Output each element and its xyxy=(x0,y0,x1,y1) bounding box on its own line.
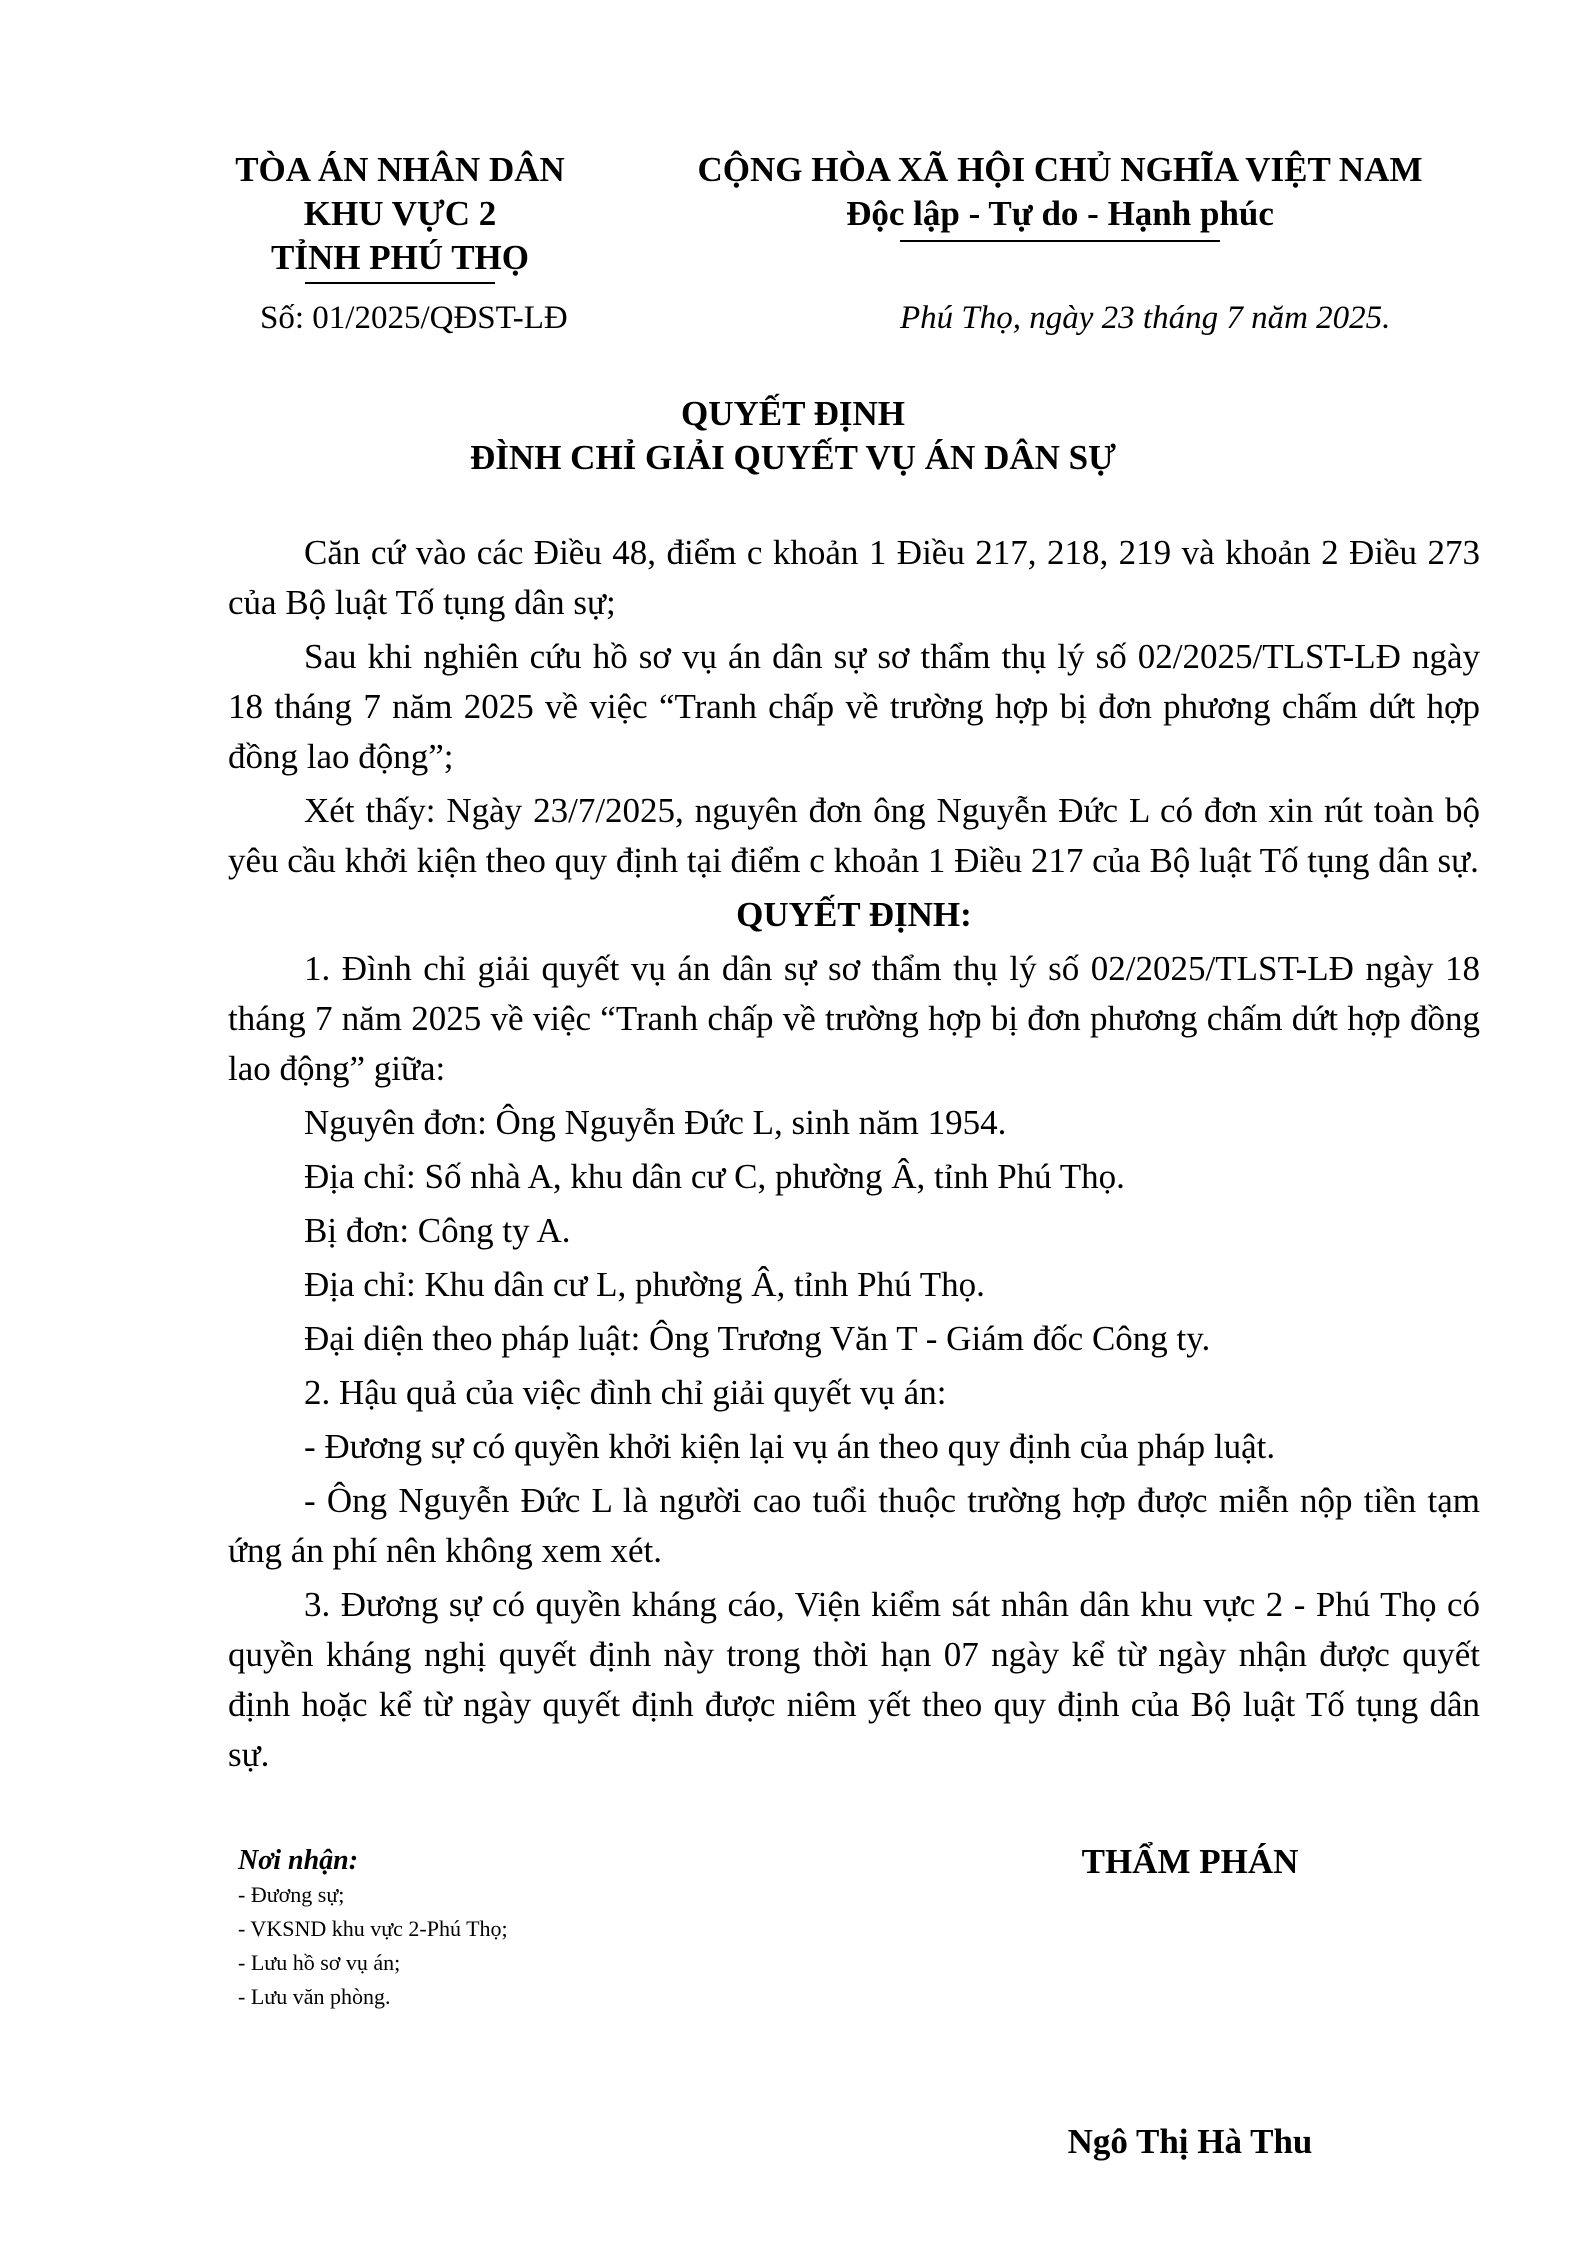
recipient-item: - Đương sự; xyxy=(238,1882,345,1907)
nation-header xyxy=(650,148,1470,242)
signer-name: Ngô Thị Hà Thu xyxy=(1067,2122,1313,2161)
recipient-item: - Lưu văn phòng. xyxy=(238,1984,391,2009)
preamble-paragraph: Căn cứ vào các Điều 48, điểm c khoản 1 Điều 217, 218, 219 và khoản 2 Điều 273 của Bộ luật Tố tụng dân sự; xyxy=(228,533,1480,622)
decision-paragraph: Nguyên đơn: Ông Nguyễn Đức L, sinh năm 1954. xyxy=(304,1103,1007,1142)
recipients-heading: Nơi nhận: xyxy=(238,1845,359,1876)
court-name-line: TÒA ÁN NHÂN DÂN xyxy=(235,150,565,189)
title-line-1: QUYẾT ĐỊNH xyxy=(681,394,905,433)
recipient-item: - VKSND khu vực 2-Phú Thọ; xyxy=(238,1916,508,1941)
document-body xyxy=(228,528,1480,1784)
document-date: Phú Thọ, ngày 23 tháng 7 năm 2025. xyxy=(900,300,1391,336)
decision-paragraph: - Ông Nguyễn Đức L là người cao tuổi thuộc trường hợp được miễn nộp tiền tạm ứng án phí nên không xem xét. xyxy=(228,1481,1480,1570)
decision-paragraph: Địa chỉ: Khu dân cư L, phường Â, tỉnh Phú Thọ. xyxy=(304,1265,985,1304)
title-line-2: ĐÌNH CHỈ GIẢI QUYẾT VỤ ÁN DÂN SỰ xyxy=(470,438,1116,477)
document-number: Số: 01/2025/QĐST-LĐ xyxy=(260,300,568,336)
decision-paragraph: Đại diện theo pháp luật: Ông Trương Văn T - Giám đốc Công ty. xyxy=(304,1319,1211,1358)
document-title xyxy=(0,392,1586,480)
decision-paragraph: 2. Hậu quả của việc đình chỉ giải quyết vụ án: xyxy=(304,1373,947,1412)
court-province-line: TỈNH PHÚ THỌ xyxy=(270,238,529,277)
decision-paragraph: - Đương sự có quyền khởi kiện lại vụ án theo quy định của pháp luật. xyxy=(304,1427,1276,1466)
court-region-line: KHU VỰC 2 xyxy=(303,194,497,233)
recipients-block xyxy=(238,1844,838,2014)
motto-line: Độc lập - Tự do - Hạnh phúc xyxy=(846,194,1274,233)
preamble-paragraph: Xét thấy: Ngày 23/7/2025, nguyên đơn ông Nguyễn Đức L có đơn xin rút toàn bộ yêu cầu khởi kiện theo quy định tại điểm c khoản 1 Điều 217 của Bộ luật Tố tụng dân sự. xyxy=(228,791,1480,880)
signer-title: THẨM PHÁN xyxy=(1081,1842,1299,1881)
decision-paragraph: Địa chỉ: Số nhà A, khu dân cư C, phường Â, tỉnh Phú Thọ. xyxy=(304,1157,1125,1196)
motto-underline xyxy=(900,240,1220,242)
preamble-paragraph: Sau khi nghiên cứu hồ sơ vụ án dân sự sơ thẩm thụ lý số 02/2025/TLST-LĐ ngày 18 tháng 7 năm 2025 về việc “Tranh chấp về trường hợp bị đơn phương chấm dứt hợp đồng lao động”; xyxy=(228,637,1480,776)
recipient-item: - Lưu hồ sơ vụ án; xyxy=(238,1950,401,1975)
decision-paragraph: 3. Đương sự có quyền kháng cáo, Viện kiểm sát nhân dân khu vực 2 - Phú Thọ có quyền kháng nghị quyết định này trong thời hạn 07 ngày kể từ ngày nhận được quyết định hoặc kể từ ngày quyết định được niêm yết theo quy định của Bộ luật Tố tụng dân sự. xyxy=(228,1585,1480,1774)
court-header xyxy=(200,148,600,284)
decision-paragraph: 1. Đình chỉ giải quyết vụ án dân sự sơ thẩm thụ lý số 02/2025/TLST-LĐ ngày 18 tháng 7 năm 2025 về việc “Tranh chấp về trường hợp bị đơn phương chấm dứt hợp đồng lao động” giữa: xyxy=(228,949,1480,1088)
decision-paragraph: Bị đơn: Công ty A. xyxy=(304,1211,571,1250)
nation-name-line: CỘNG HÒA XÃ HỘI CHỦ NGHĨA VIỆT NAM xyxy=(697,150,1423,189)
court-underline xyxy=(305,282,495,284)
decision-heading: QUYẾT ĐỊNH: xyxy=(736,895,972,934)
